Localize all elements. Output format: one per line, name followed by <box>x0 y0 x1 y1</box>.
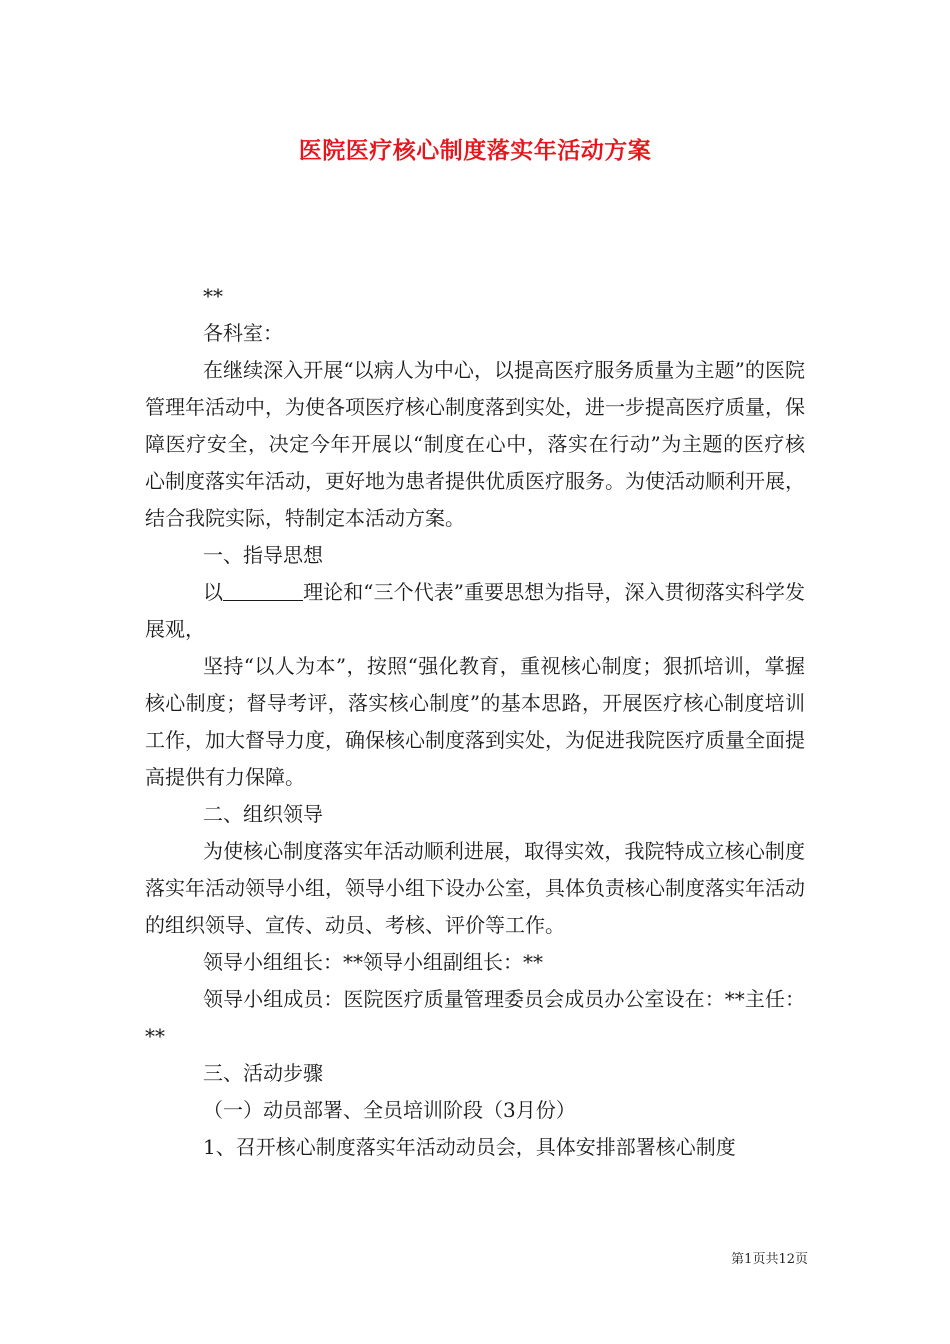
page-number: 第1页共12页 <box>731 1252 808 1267</box>
paragraph-salutation: 各科室： <box>203 321 283 345</box>
subheading-phase-one: （一）动员部署、全员培训阶段（3月份） <box>203 1098 576 1122</box>
paragraph-intro: 在继续深入开展“以病人为中心，以提高医疗服务质量为主题”的医院管理年活动中，为使各项医疗核心制度落到实处，进一步提高医疗质量，保障医疗安全，决定今年开展以“制度在心中，落实在行动”为主题的医疗核心制度落实年活动，更好地为患者提供优质医疗服务。为使活动顺利开展，结合我院实际，特制定本活动方案。 <box>145 358 805 530</box>
paragraph-addressee-placeholder: ** <box>203 284 223 308</box>
heading-guiding-ideology: 一、指导思想 <box>203 543 323 567</box>
guiding-text-after: 理论和“三个代表”重要思想为指导，深入贯彻落实科学发展观， <box>145 580 806 641</box>
paragraph-organization: 为使核心制度落实年活动顺利进展，取得实效，我院特成立核心制度落实年活动领导小组，领导小组下设办公室，具体负责核心制度落实年活动的组织领导、宣传、动员、考核、评价等工作。 <box>145 839 805 937</box>
paragraph-step-one: 1、召开核心制度落实年活动动员会，具体安排部署核心制度 <box>203 1135 736 1159</box>
document-body <box>145 278 805 1166</box>
page-title: 医院医疗核心制度落实年活动方案 <box>298 137 652 164</box>
heading-activity-steps: 三、活动步骤 <box>203 1061 323 1085</box>
paragraph-principles: 坚持“以人为本”，按照“强化教育，重视核心制度；狠抓培训，掌握核心制度；督导考评，落实核心制度”的基本思路，开展医疗核心制度培训工作，加大督导力度，确保核心制度落到实处，为促进我院医疗质量全面提高提供有力保障。 <box>145 654 805 789</box>
paragraph-guiding-ideology <box>145 574 805 648</box>
paragraph-members: 领导小组成员：医院医疗质量管理委员会成员办公室设在：**主任：** <box>145 987 805 1048</box>
heading-organization: 二、组织领导 <box>203 802 323 826</box>
paragraph-leaders: 领导小组组长：**领导小组副组长：** <box>203 950 543 974</box>
blank-underline <box>223 580 303 601</box>
guiding-text-before: 以 <box>203 580 224 604</box>
